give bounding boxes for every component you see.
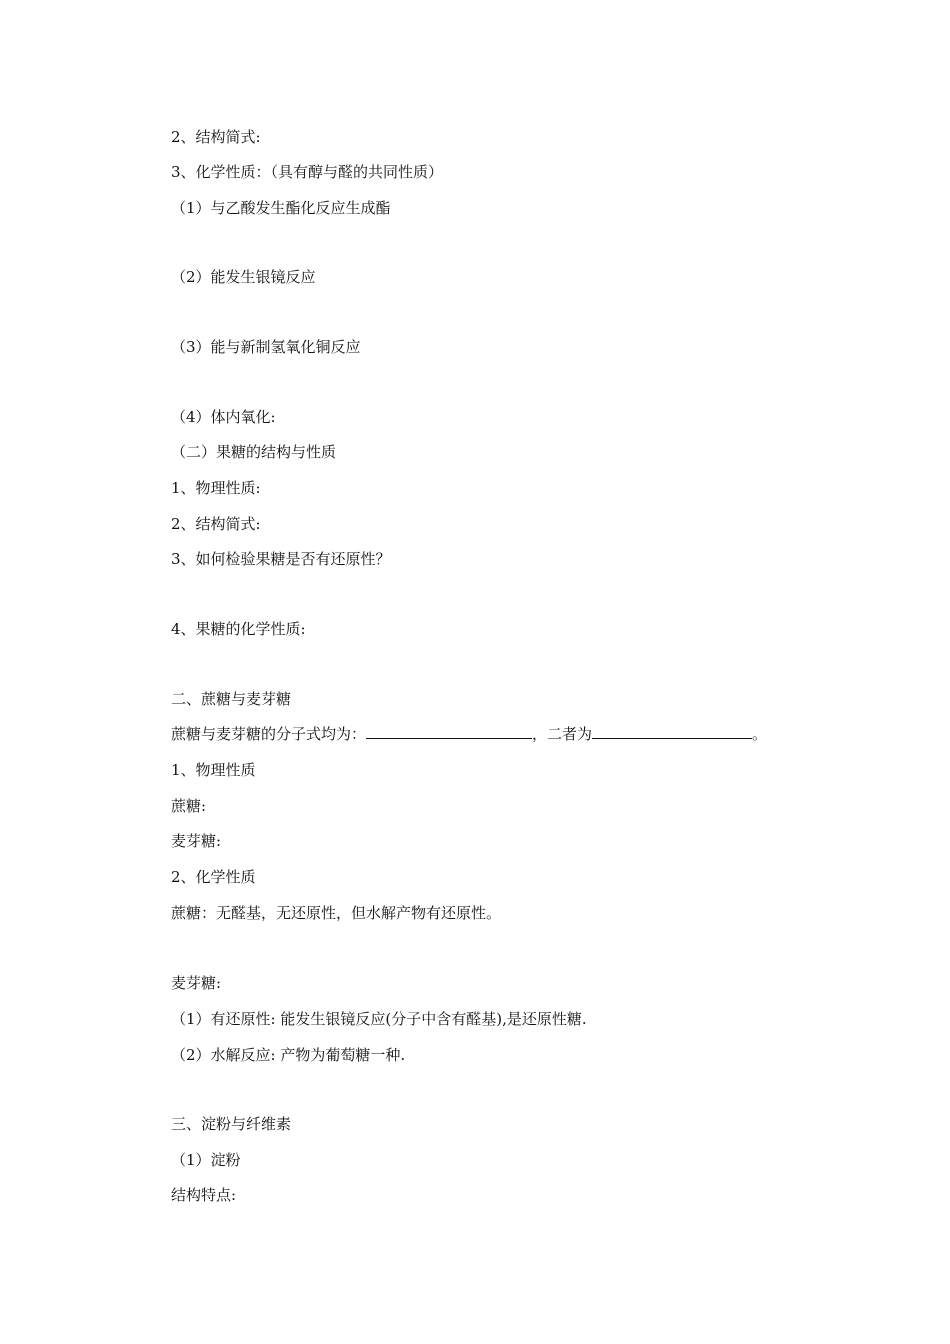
answer-blank-1[interactable] [366,724,532,739]
text-line: 2、化学性质 [171,868,256,886]
text-line: 3、化学性质：（具有醇与醛的共同性质） [171,163,444,181]
text-line: 1、物理性质: [171,479,261,497]
fill-in-sentence [171,724,767,744]
text-line: 1、物理性质 [171,761,256,779]
text-line: （4）体内氧化: [171,408,276,426]
text-line: （2）能发生银镜反应 [171,268,316,286]
text-line: 蔗糖: [171,797,207,815]
text-line: 3、如何检验果糖是否有还原性？ [171,550,391,568]
text-line: 4、果糖的化学性质: [171,620,306,638]
fill-sentence-part3: 。 [752,725,768,743]
fill-sentence-part1: 蔗糖与麦芽糖的分子式均为： [171,725,367,743]
text-line: 结构特点: [171,1186,237,1204]
text-line: 麦芽糖: [171,832,222,850]
text-line: （3）能与新制氢氧化铜反应 [171,338,361,356]
section-heading: 三、淀粉与纤维素 [171,1115,292,1133]
section-heading: （二）果糖的结构与性质 [171,443,337,461]
section-heading: 二、蔗糖与麦芽糖 [171,690,292,708]
text-line: （1）有还原性: 能发生银镜反应(分子中含有醛基),是还原性糖. [171,1010,587,1028]
text-line: 2、结构简式: [171,128,261,146]
text-line: 蔗糖：无醛基，无还原性，但水解产物有还原性。 [171,904,502,922]
text-line: （1）与乙酸发生酯化反应生成酯 [171,199,391,217]
fill-sentence-part2: ，二者为 [532,725,593,743]
answer-blank-2[interactable] [592,724,752,739]
text-line: （1）淀粉 [171,1151,241,1169]
text-line: 2、结构简式: [171,515,261,533]
text-line: 麦芽糖: [171,974,222,992]
text-line: （2）水解反应: 产物为葡萄糖一种. [171,1046,406,1064]
